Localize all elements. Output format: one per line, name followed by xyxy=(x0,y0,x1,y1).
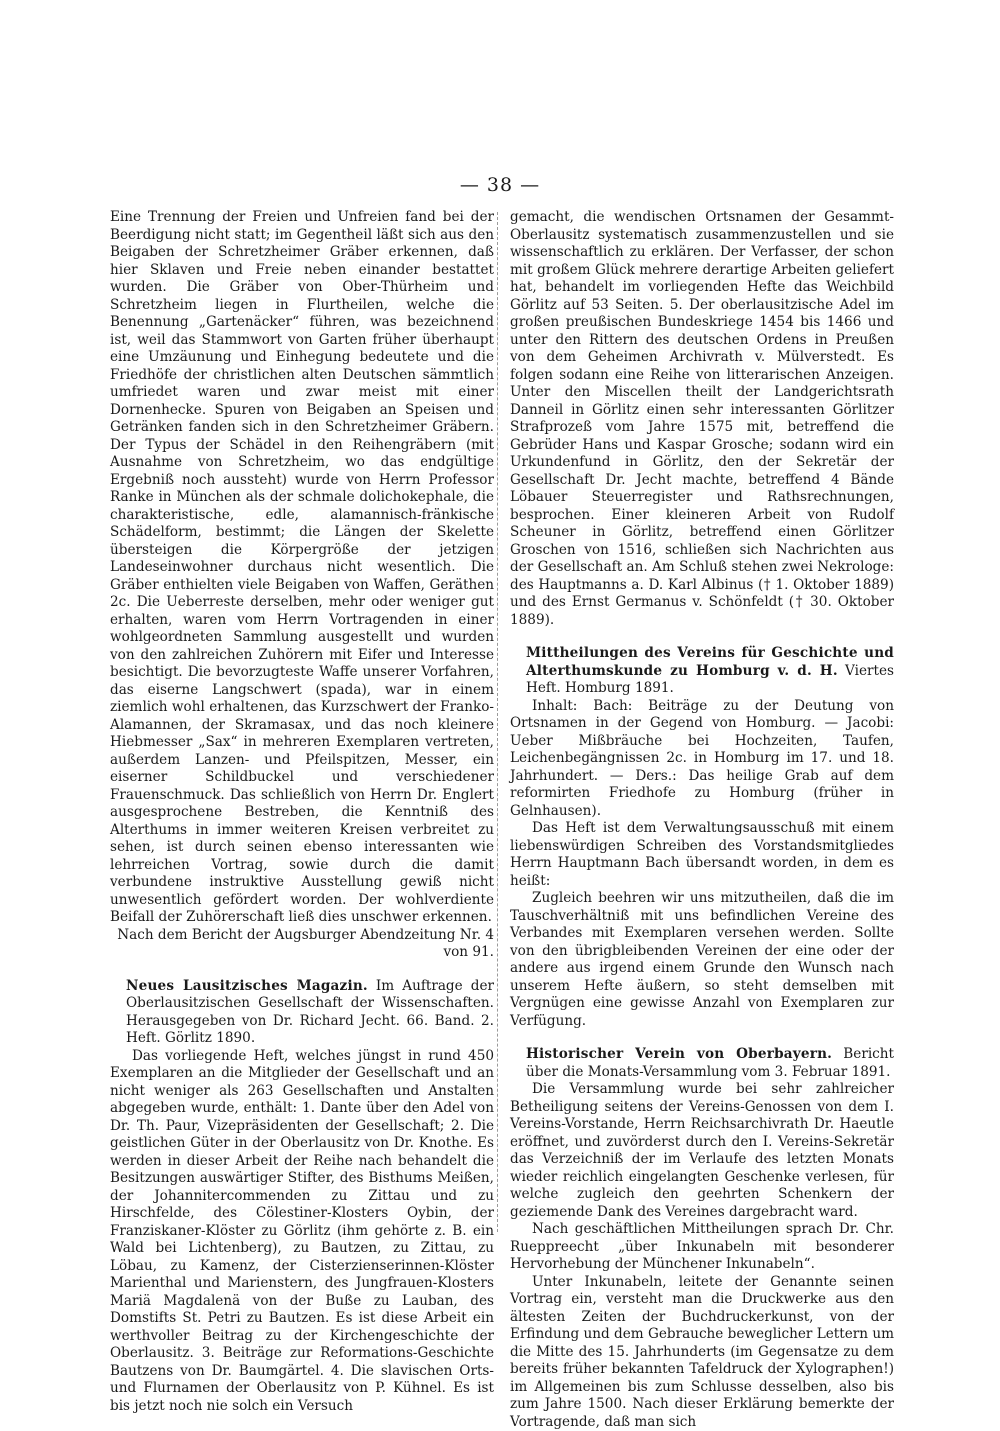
entry-title: Historischer Verein von Oberbayern. xyxy=(526,1046,832,1062)
entry-body: Das Heft ist dem Verwaltungsausschuß mit einem liebenswürdigen Schreiben des Vorstandsmitgliedes Herrn Hauptmann Bach übersandt worden, in dem es heißt: xyxy=(510,820,894,890)
entry-quote: Zugleich beehren wir uns mitzutheilen, daß die im Tauschverhältniß mit uns befindlichen Vereine des Verbandes mit Exemplaren versehen werden. Sollte von den übrigbleibenden Vereinen der eine oder der andere aus irgend einem Grunde den Wunsch nach unserem Hefte äußern, so steht demselben mit Vergnügen eine gewisse Anzahl von Exemplaren zur Verfügung. xyxy=(510,890,894,1030)
entry-body: Die Versammlung wurde bei sehr zahlreicher Betheiligung seitens der Vereins-Genossen von dem I. Vereins-Vorstande, Herrn Reichsarchivrath Dr. Haeutle eröffnet, und zuvörderst durch den I. Vereins-Sekretär das Verzeichniß der im Verlaufe des letzten Monats wieder reichlich eingelangten Geschenke verlesen, für welche zugleich den geehrten Schenkern der geziemende Dank des Vereines dargebracht ward. xyxy=(510,1081,894,1221)
entry-header xyxy=(510,1046,894,1081)
paragraph-grave-findings: Eine Trennung der Freien und Unfreien fand bei der Beerdigung nicht statt; im Gegentheil läßt sich aus den Beigaben der Schretzheimer Gräber erkennen, daß hier Sklaven und Freie neben einander bestattet wurden. Die Gräber von Ober-Thürheim und Schretzheim liegen in Flurtheilen, welche die Benennung „Gartenäcker“ führen, was bezeichnend ist, weil das Stammwort von Garten früher überhaupt eine Umzäunung und Einhegung bedeutete und die Friedhöfe der christlichen alten Deutschen sämmtlich umfriedet waren und zwar meist mit einer Dornenhecke. Spuren von Beigaben an Speisen und Getränken fanden sich in den Schretzheimer Gräbern. Der Typus der Schädel in den Reihengräbern (mit Ausnahme von Schretzheim, wo das endgültige Ergebniß noch aussteht) wurde von Herrn Professor Ranke in München als der schmale dolichokephale, die charakteristische, edle, alamannisch-fränkische Schädelform, bestimmt; die Längen der Skelette übersteigen die Körpergröße der jetzigen Landeseinwohner durchaus nicht wesentlich. Die Gräber enthielten viele Beigaben von Waffen, Geräthen 2c. Die Ueberreste derselben, mehr oder weniger gut erhalten, waren vom Herrn Vortragenden in einer wohlgeordneten Sammlung ausgestellt und wurden von den zahlreichen Zuhörern mit Eifer und Interesse besichtigt. Die bevorzugteste Waffe unserer Vorfahren, das eiserne Langschwert (spada), war in einem ziemlich wohl erhaltenen, das Kurzschwert der Franko-Alamannen, der Skramasax, und das noch kleinere Hiebmesser „Sax“ in mehreren Exemplaren vertreten, außerdem Lanzen- und Pfeilspitzen, Messer, ein eiserner Schildbuckel und verschiedener Frauenschmuck. Das schließlich von Herrn Dr. Englert ausgesprochene Bestreben, die Kenntniß des Alterthums in immer weiteren Kreisen verbreitet zu sehen, ist durch seinen ebenso interessanten wie lehrreichen Vortrag, sowie durch die damit verbundene instruktive Ausstellung gewiß nicht unwesentlich gefördert worden. Der wohlverdiente Beifall der Zuhörerschaft ließ dies unschwer erkennen. xyxy=(110,209,494,927)
entry-historischer-verein-oberbayern xyxy=(510,1046,894,1431)
right-column xyxy=(510,209,894,1431)
entry-body: Das vorliegende Heft, welches jüngst in rund 450 Exemplaren an die Mitglieder der Gesellschaft und an nicht weniger als 263 Gesellschaften und Anstalten abgegeben wurde, enthält: 1. Dante über den Adel von Dr. Th. Paur, Vizepräsidenten der Gesellschaft; 2. Die geistlichen Güter in der Oberlausitz von Dr. Knothe. Es werden in dieser Arbeit der Reihe nach behandelt die Besitzungen auswärtiger Stifter, des Bisthums Meißen, der Johannitercommenden zu Zittau und zu Hirschfelde, des Cölestiner-Klosters Oybin, der Franziskaner-Klöster zu Görlitz (ihm gehörte z. B. ein Wald bei Lichtenberg), zu Bautzen, zu Zittau, zu Löbau, zu Kamenz, der Cisterzienserinnen-Klöster Marienthal und Marienstern, des Jungfrauen-Klosters Mariä Magdalenä von der Buße zu Lauban, des Domstifts St. Petri zu Bautzen. Es ist diese Arbeit ein werthvoller Beitrag zu der Kirchengeschichte der Oberlausitz. 3. Beiträge zur Reformations-Geschichte Bautzens von Dr. Baumgärtel. 4. Die slavischen Orts- und Flurnamen der Oberlausitz von P. Kühnel. Es ist bis jetzt noch nie solch ein Versuch xyxy=(110,1048,494,1416)
entry-body: Nach geschäftlichen Mittheilungen sprach Dr. Chr. Rueppreecht „über Inkunabeln mit besonderer Hervorhebung der Münchener Inkunabeln“. xyxy=(510,1221,894,1274)
source-note: Nach dem Bericht der Augsburger Abendzeitung Nr. 4 von 91. xyxy=(110,927,494,962)
entry-homburg-mittheilungen xyxy=(510,645,894,1030)
entry-header-text: Viertes Heft. Homburg 1891. xyxy=(526,663,894,697)
entry-contents: Inhalt: Bach: Beiträge zu der Deutung von Ortsnamen in der Gegend von Homburg. — Jacobi: Ueber Mißbräuche bei Hochzeiten, Taufen, Leichenbegängnissen 2c. in Homburg im 17. und 18. Jahrhundert. — Ders.: Das heilige Grab auf dem reformirten Friedhofe zu Homburg (früher in Gelnhausen). xyxy=(510,698,894,821)
entry-header-text: Bericht über die Monats-Versammlung vom 3. Februar 1891. xyxy=(526,1046,894,1080)
entry-header xyxy=(110,978,494,1048)
entry-header-text: Im Auftrage der Oberlausitzischen Gesellschaft der Wissenschaften. Herausgegeben von Dr. Richard Jecht. 66. Band. 2. Heft. Görlitz 1890. xyxy=(126,978,494,1047)
entry-title: Neues Lausitzisches Magazin. xyxy=(126,978,368,994)
left-column xyxy=(110,209,494,1415)
entry-body: Unter Inkunabeln, leitete der Genannte seinen Vortrag ein, versteht man die Druckwerke aus den ältesten Zeiten der Buchdruckerkunst, von der Erfindung und dem Gebrauche beweglicher Lettern um die Mitte des 15. Jahrhunderts (im Gegensatze zu dem bereits früher bekannten Tafeldruck der Xylographen!) im Allgemeinen bis zum Schlusse desselben, also bis zum Jahre 1500. Nach dieser Erklärung bemerkte der Vortragende, daß man sich xyxy=(510,1274,894,1431)
entry-neues-lausitzisches-magazin xyxy=(110,978,494,1416)
entry-title: Mittheilungen des Vereins für Geschichte und Alterthumskunde zu Homburg v. d. H. xyxy=(526,645,894,679)
entry-header xyxy=(510,645,894,698)
page-number: — 38 — xyxy=(0,174,1000,196)
paragraph-continued: gemacht, die wendischen Ortsnamen der Gesammt-Oberlausitz systematisch zusammenzustellen und sie wissenschaftlich zu erklären. Der Verfasser, der schon mit großem Glück mehrere derartige Arbeiten geliefert hat, behandelt im vorliegenden Hefte das Weichbild Görlitz auf 53 Seiten. 5. Der oberlausitzische Adel im großen preußischen Bundeskriege 1454 bis 1466 und unter den Rittern des deutschen Ordens in Preußen von dem Geheimen Archivrath v. Mülverstedt. Es folgen sodann eine Reihe von litterarischen Anzeigen. Unter den Miscellen theilt der Landgerichtsrath Danneil in Görlitz einen sehr interessanten Görlitzer Strafprozeß vom Jahre 1575 mit, betreffend die Gebrüder Hans und Kaspar Grosche; sodann wird ein Urkundenfund in Görlitz, den der Sekretär der Gesellschaft Dr. Jecht machte, betreffend 4 Bände Löbauer Steuerregister und Rathsrechnungen, besprochen. Einer kleineren Arbeit von Rudolf Scheuner in Görlitz, betreffend einen Görlitzer Groschen von 1516, schließen sich Nachrichten aus der Gesellschaft an. Am Schluß stehen zwei Nekrologe: des Hauptmanns a. D. Karl Albinus († 1. Oktober 1889) und des Ernst Germanus v. Schönfeldt († 30. Oktober 1889). xyxy=(510,209,894,629)
column-divider xyxy=(497,212,498,1232)
